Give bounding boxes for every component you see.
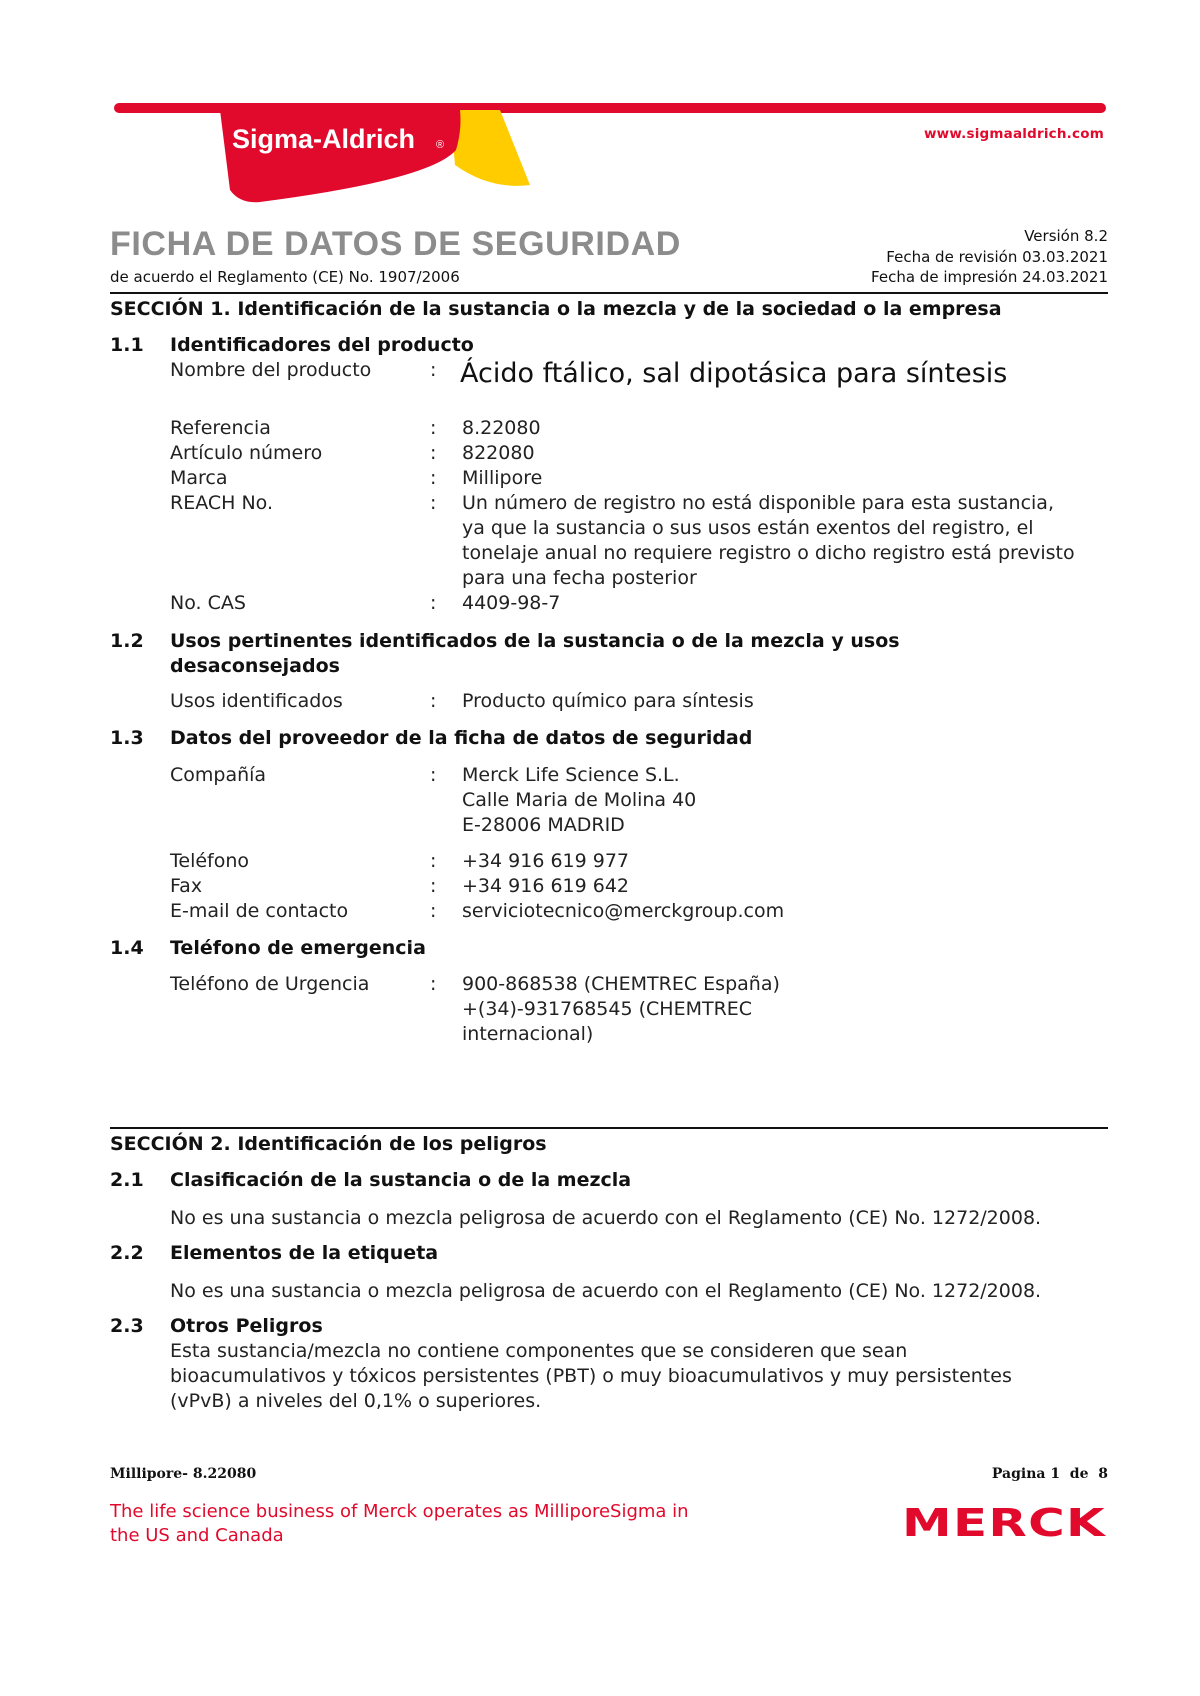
colon: : <box>430 875 437 897</box>
email-value[interactable]: serviciotecnico@merckgroup.com <box>462 900 785 922</box>
hazard-line: bioacumulativos y tóxicos persistentes (PBT) o muy bioacumulativos y muy persistentes <box>170 1365 1012 1387</box>
email-label: E-mail de contacto <box>170 900 349 922</box>
hazard-line: (vPvB) a niveles del 0,1% o superiores. <box>170 1390 542 1412</box>
subsection-title: Datos del proveedor de la ficha de datos de seguridad <box>170 727 753 749</box>
print-date: Fecha de impresión 24.03.2021 <box>871 268 1108 286</box>
logo-yellow-swoosh <box>450 110 530 186</box>
subsection-title: Clasificación de la sustancia o de la mezcla <box>170 1169 632 1191</box>
colon: : <box>430 850 437 872</box>
merck-logo-text: MERCK <box>902 1501 1107 1544</box>
section-divider <box>110 292 1108 294</box>
cas-label: No. CAS <box>170 592 246 614</box>
section-1-title: SECCIÓN 1. Identificación de la sustancia o la mezcla y de la sociedad o la empresa <box>110 298 1002 320</box>
subsection-number: 2.1 <box>110 1169 144 1191</box>
identified-uses-value: Producto químico para síntesis <box>462 690 754 712</box>
section-2-title: SECCIÓN 2. Identificación de los peligros <box>110 1133 547 1155</box>
colon: : <box>430 973 437 995</box>
reach-line: Un número de registro no está disponible para esta sustancia, <box>462 492 1054 514</box>
subsection-number: 1.2 <box>110 630 144 652</box>
website-url[interactable]: www.sigmaaldrich.com <box>924 126 1104 142</box>
logo-registered-mark: ® <box>436 139 445 151</box>
classification-text: No es una sustancia o mezcla peligrosa de acuerdo con el Reglamento (CE) No. 1272/2008. <box>170 1207 1042 1229</box>
note-line: The life science business of Merck operates as MilliporeSigma in <box>110 1501 689 1522</box>
subsection-number: 2.3 <box>110 1315 144 1337</box>
version: Versión 8.2 <box>1024 227 1108 245</box>
colon: : <box>430 592 437 614</box>
subsection-number: 1.4 <box>110 937 144 959</box>
article-number-value: 822080 <box>462 442 535 464</box>
reference-label: Referencia <box>170 417 271 439</box>
reach-line: tonelaje anual no requiere registro o dicho registro está previsto <box>462 542 1075 564</box>
reference-value: 8.22080 <box>462 417 541 439</box>
company-line: Calle Maria de Molina 40 <box>462 789 697 811</box>
logo-text: Sigma-Aldrich <box>232 124 416 154</box>
section-divider <box>110 1127 1108 1129</box>
brand-value: Millipore <box>462 467 543 489</box>
emergency-phone-value <box>462 972 780 1047</box>
colon: : <box>430 900 437 922</box>
colon: : <box>430 764 437 786</box>
fax-label: Fax <box>170 875 203 897</box>
product-name: Ácido ftálico, sal dipotásica para síntesis <box>460 358 1008 389</box>
merck-logo <box>900 1500 1110 1544</box>
note-line: the US and Canada <box>110 1525 284 1546</box>
brand-label: Marca <box>170 467 228 489</box>
page-number: Pagina 1 de 8 <box>991 1466 1108 1482</box>
reach-value <box>462 491 1075 591</box>
sigma-aldrich-logo <box>200 110 540 210</box>
company-line: E-28006 MADRID <box>462 814 625 836</box>
cas-value: 4409-98-7 <box>462 592 561 614</box>
fax-value: +34 916 619 642 <box>462 875 630 897</box>
colon: : <box>430 442 437 464</box>
article-number-label: Artículo número <box>170 442 323 464</box>
phone-value: +34 916 619 977 <box>462 850 630 872</box>
colon: : <box>430 492 437 514</box>
subsection-title: Identificadores del producto <box>170 334 474 356</box>
subsection-title: Otros Peligros <box>170 1315 323 1337</box>
merck-business-note <box>110 1500 689 1548</box>
subsection-title: Teléfono de emergencia <box>170 937 426 959</box>
subsection-title: Elementos de la etiqueta <box>170 1242 439 1264</box>
colon: : <box>430 467 437 489</box>
colon: : <box>430 690 437 712</box>
subsection-number: 1.1 <box>110 334 144 356</box>
subsection-number: 1.3 <box>110 727 144 749</box>
regulation-subtitle: de acuerdo el Reglamento (CE) No. 1907/2006 <box>110 268 460 286</box>
footer-product-reference: Millipore- 8.22080 <box>110 1466 257 1482</box>
emergency-line: internacional) <box>462 1023 594 1045</box>
emergency-phone-label: Teléfono de Urgencia <box>170 973 370 995</box>
phone-label: Teléfono <box>170 850 250 872</box>
reach-label: REACH No. <box>170 492 274 514</box>
emergency-line: +(34)-931768545 (CHEMTREC <box>462 998 753 1020</box>
other-hazards-text <box>170 1339 1012 1414</box>
document-title: FICHA DE DATOS DE SEGURIDAD <box>110 225 681 263</box>
product-name-label: Nombre del producto <box>170 359 372 381</box>
identified-uses-label: Usos identificados <box>170 690 343 712</box>
revision-date: Fecha de revisión 03.03.2021 <box>886 248 1108 266</box>
colon: : <box>430 417 437 439</box>
company-line: Merck Life Science S.L. <box>462 764 680 786</box>
subsection-title <box>170 629 900 679</box>
emergency-line: 900-868538 (CHEMTREC España) <box>462 973 780 995</box>
subsection-title-line: desaconsejados <box>170 655 340 677</box>
reach-line: para una fecha posterior <box>462 567 697 589</box>
company-address <box>462 763 696 838</box>
label-elements-text: No es una sustancia o mezcla peligrosa de acuerdo con el Reglamento (CE) No. 1272/2008. <box>170 1280 1042 1302</box>
reach-line: ya que la sustancia o sus usos están exentos del registro, el <box>462 517 1034 539</box>
company-label: Compañía <box>170 764 267 786</box>
colon: : <box>430 359 437 381</box>
subsection-title-line: Usos pertinentes identificados de la sustancia o de la mezcla y usos <box>170 630 900 652</box>
subsection-number: 2.2 <box>110 1242 144 1264</box>
hazard-line: Esta sustancia/mezcla no contiene componentes que se consideren que sean <box>170 1340 908 1362</box>
